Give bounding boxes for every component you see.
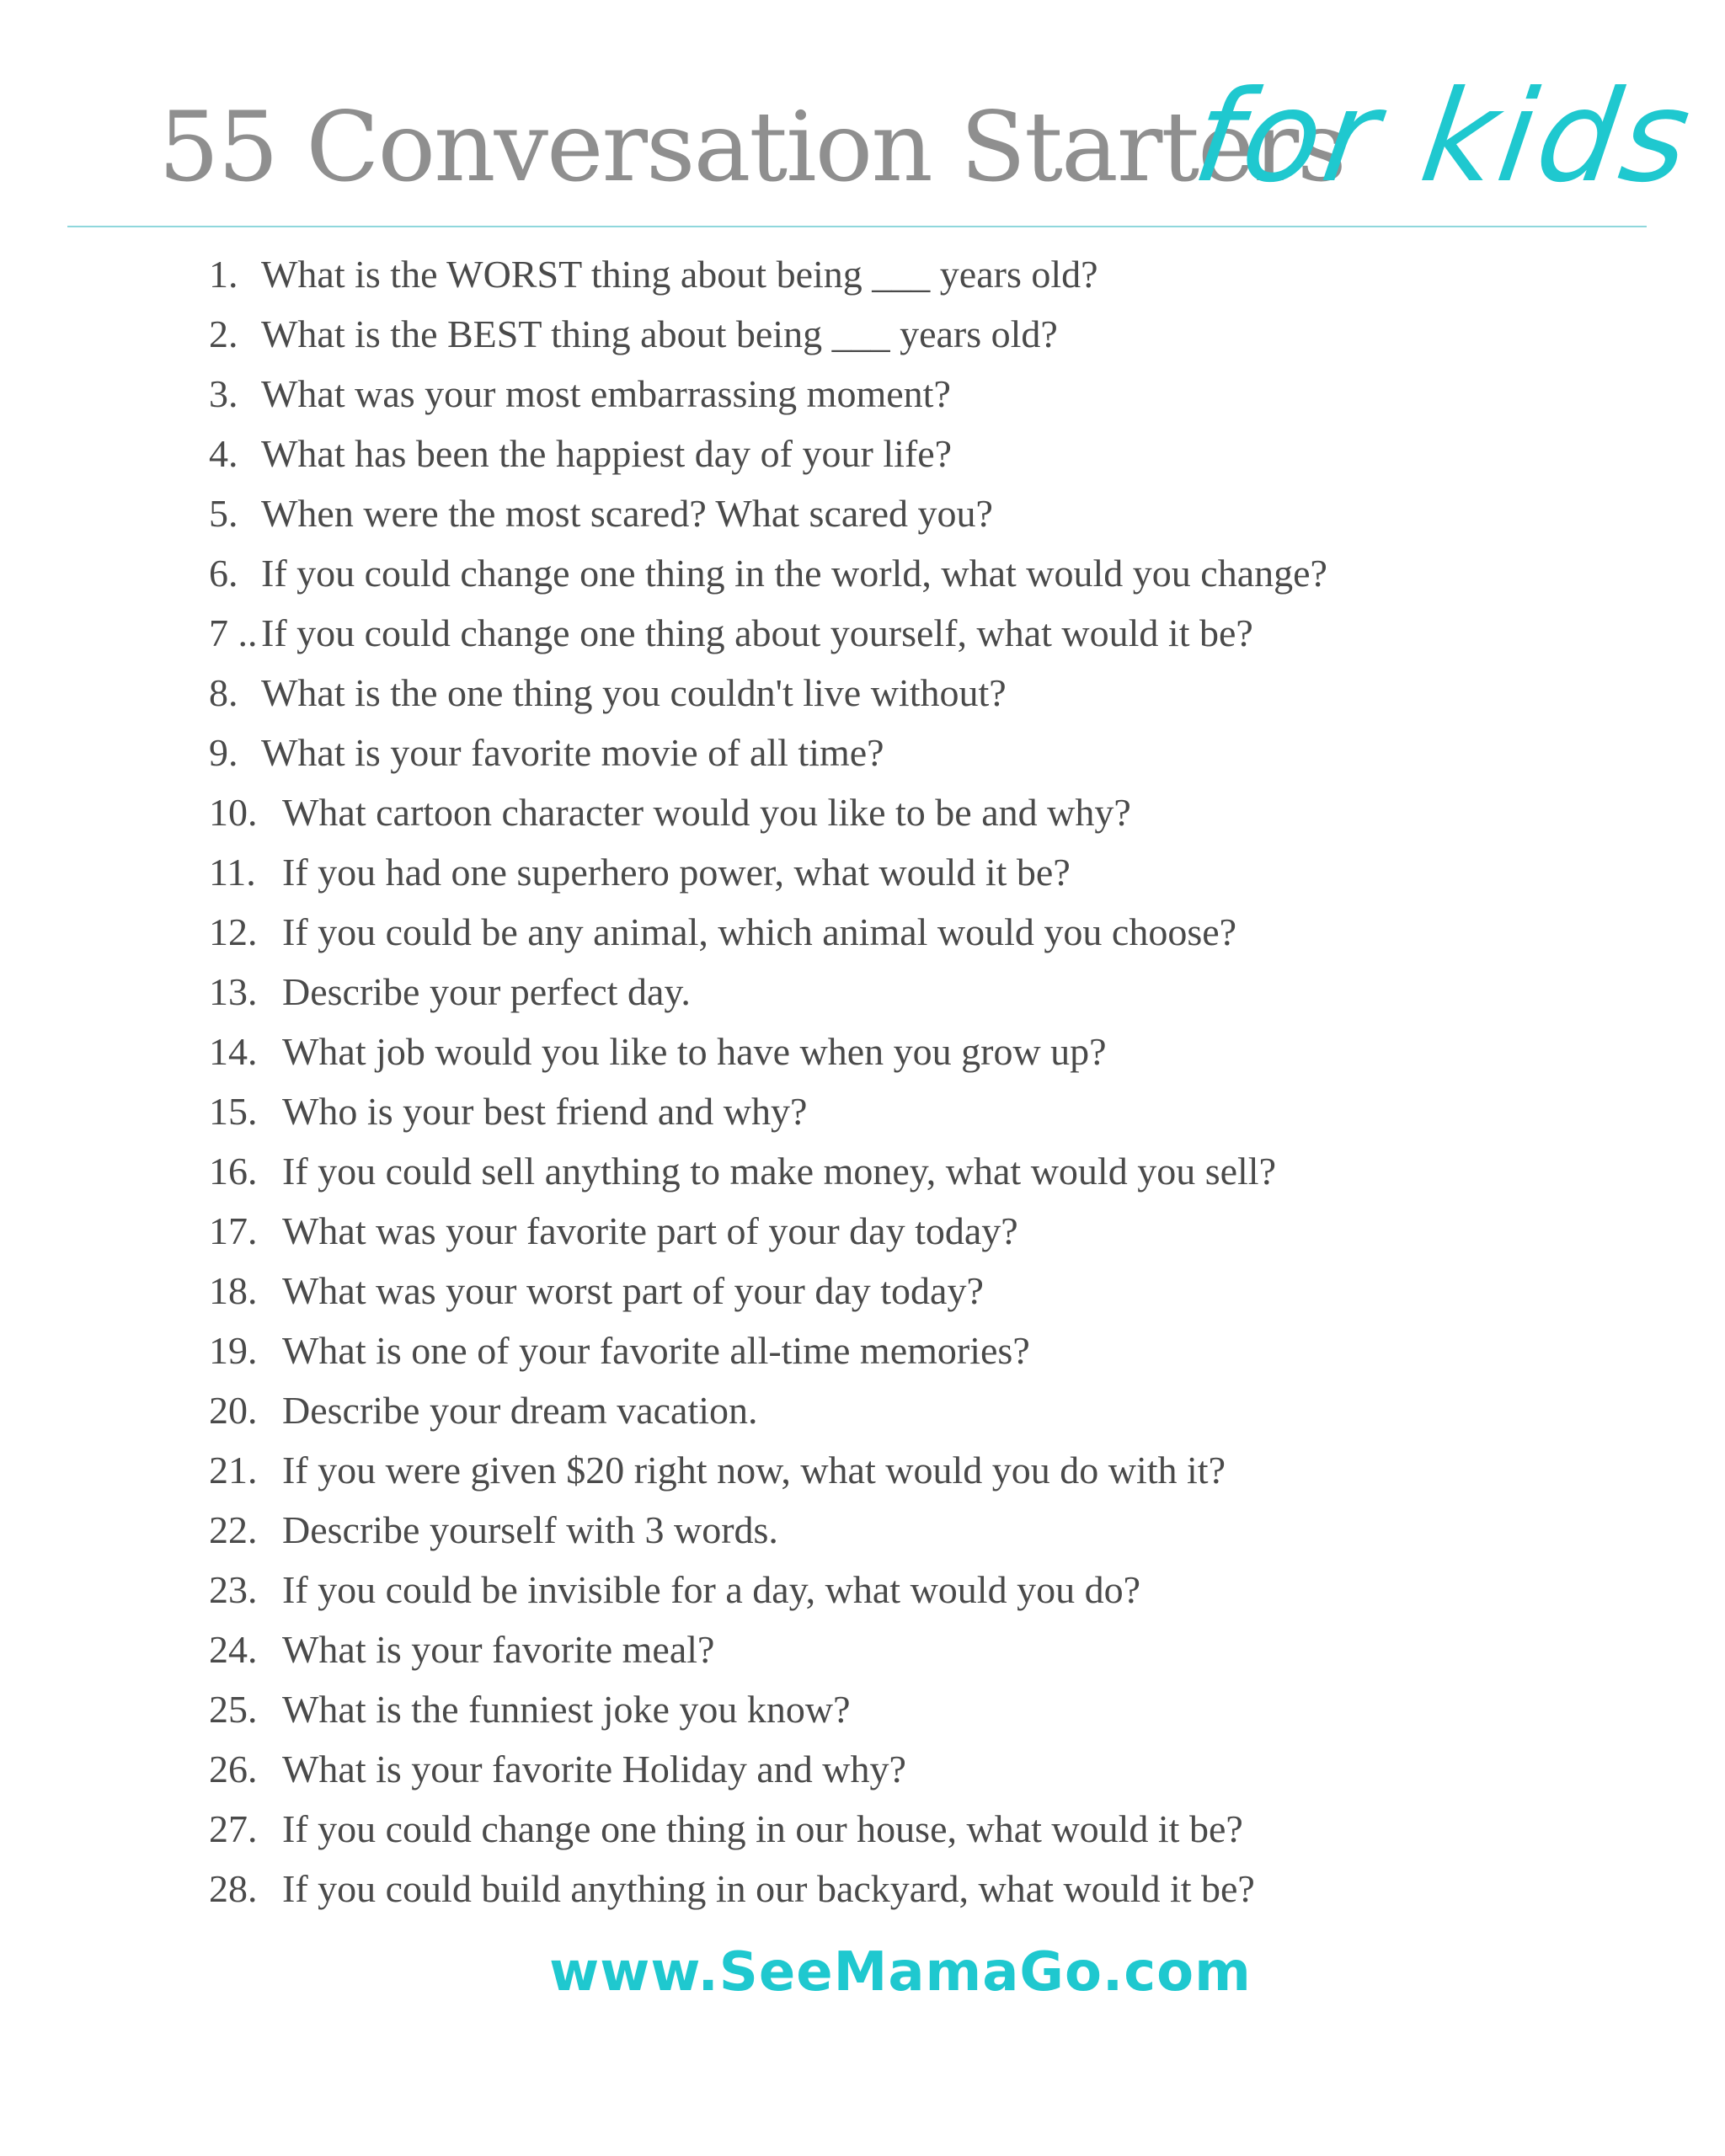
question-number: 14. — [209, 1030, 258, 1073]
question-item — [209, 1799, 1641, 1859]
question-text: If you could change one thing about yourself, what would it be? — [261, 611, 1253, 654]
question-text: Describe your perfect day. — [282, 970, 691, 1013]
question-text: What is one of your favorite all-time memories? — [282, 1329, 1030, 1372]
question-text: If you could be invisible for a day, what would you do? — [282, 1568, 1141, 1611]
question-item — [209, 603, 1641, 663]
question-number: 21. — [209, 1449, 258, 1492]
question-text: When were the most scared? What scared you? — [261, 492, 993, 535]
question-number: 12. — [209, 910, 258, 953]
question-number: 28. — [209, 1867, 258, 1910]
question-number: 16. — [209, 1150, 258, 1193]
question-text: What was your worst part of your day today? — [282, 1269, 984, 1312]
question-item — [209, 244, 1641, 304]
question-text: What is your favorite meal? — [282, 1628, 715, 1671]
question-item — [209, 1859, 1641, 1919]
question-number: 19. — [209, 1329, 258, 1372]
question-item — [209, 1380, 1641, 1440]
question-text: What is the funniest joke you know? — [282, 1688, 851, 1731]
question-text: What is your favorite Holiday and why? — [282, 1748, 906, 1790]
question-text: If you could sell anything to make money, what would you sell? — [282, 1150, 1277, 1193]
question-text: What is the BEST thing about being ___ years old? — [261, 312, 1058, 355]
question-text: Who is your best friend and why? — [282, 1090, 808, 1133]
question-text: What has been the happiest day of your life? — [261, 432, 953, 475]
question-text: What was your favorite part of your day today? — [282, 1209, 1018, 1252]
question-number: 20. — [209, 1389, 258, 1432]
question-item — [209, 1081, 1641, 1141]
question-text: If you could change one thing in our house, what would it be? — [282, 1807, 1243, 1850]
question-number: 26. — [209, 1748, 258, 1790]
question-text: If you could be any animal, which animal would you choose? — [282, 910, 1237, 953]
question-number: 23. — [209, 1568, 258, 1611]
page-title: 55 Conversation Starters — [158, 91, 1345, 203]
question-item — [209, 1022, 1641, 1081]
question-text: What was your most embarrassing moment? — [261, 372, 951, 415]
question-item — [209, 1560, 1641, 1620]
question-number: 25. — [209, 1688, 258, 1731]
question-item — [209, 483, 1641, 543]
question-item — [209, 1679, 1641, 1739]
question-text: What is your favorite movie of all time? — [261, 731, 884, 774]
question-number: 18. — [209, 1269, 258, 1312]
question-item — [209, 364, 1641, 424]
question-number: 6. — [209, 552, 238, 595]
question-number: 15. — [209, 1090, 258, 1133]
title-divider — [67, 226, 1647, 227]
question-text: What is the one thing you couldn't live without? — [261, 671, 1007, 714]
question-number: 24. — [209, 1628, 258, 1671]
question-text: What job would you like to have when you grow up? — [282, 1030, 1107, 1073]
question-number: 27. — [209, 1807, 258, 1850]
question-item — [209, 663, 1641, 723]
question-item — [209, 1620, 1641, 1679]
question-number: 7 .. — [209, 611, 258, 654]
question-number: 8. — [209, 671, 238, 714]
question-number: 17. — [209, 1209, 258, 1252]
question-item — [209, 1739, 1641, 1799]
question-number: 1. — [209, 253, 238, 296]
question-text: Describe yourself with 3 words. — [282, 1508, 778, 1551]
question-text: If you were given $20 right now, what would you do with it? — [282, 1449, 1226, 1492]
question-text: What is the WORST thing about being ___ years old? — [261, 253, 1098, 296]
question-item — [209, 842, 1641, 902]
question-text: If you had one superhero power, what would it be? — [282, 851, 1071, 894]
footer-website: www.SeeMamaGo.com — [549, 1941, 1252, 2004]
question-text: If you could change one thing in the world, what would you change? — [261, 552, 1327, 595]
question-item — [209, 1141, 1641, 1201]
question-text: If you could build anything in our backyard, what would it be? — [282, 1867, 1255, 1910]
question-number: 2. — [209, 312, 238, 355]
question-item — [209, 962, 1641, 1022]
question-item — [209, 1201, 1641, 1261]
question-number: 9. — [209, 731, 238, 774]
question-number: 4. — [209, 432, 238, 475]
question-item — [209, 1261, 1641, 1321]
question-text: Describe your dream vacation. — [282, 1389, 758, 1432]
question-item — [209, 1321, 1641, 1380]
question-item — [209, 723, 1641, 782]
question-item — [209, 782, 1641, 842]
question-item — [209, 1440, 1641, 1500]
question-list — [209, 244, 1641, 1919]
question-item — [209, 1500, 1641, 1560]
question-number: 10. — [209, 791, 258, 834]
question-number: 11. — [209, 851, 256, 894]
question-item — [209, 902, 1641, 962]
question-text: What cartoon character would you like to be and why? — [282, 791, 1131, 834]
question-number: 22. — [209, 1508, 258, 1551]
question-number: 5. — [209, 492, 238, 535]
question-item — [209, 424, 1641, 483]
question-item — [209, 543, 1641, 603]
question-number: 13. — [209, 970, 258, 1013]
question-item — [209, 304, 1641, 364]
question-number: 3. — [209, 372, 238, 415]
page-title-script: for kids — [1185, 64, 1702, 211]
